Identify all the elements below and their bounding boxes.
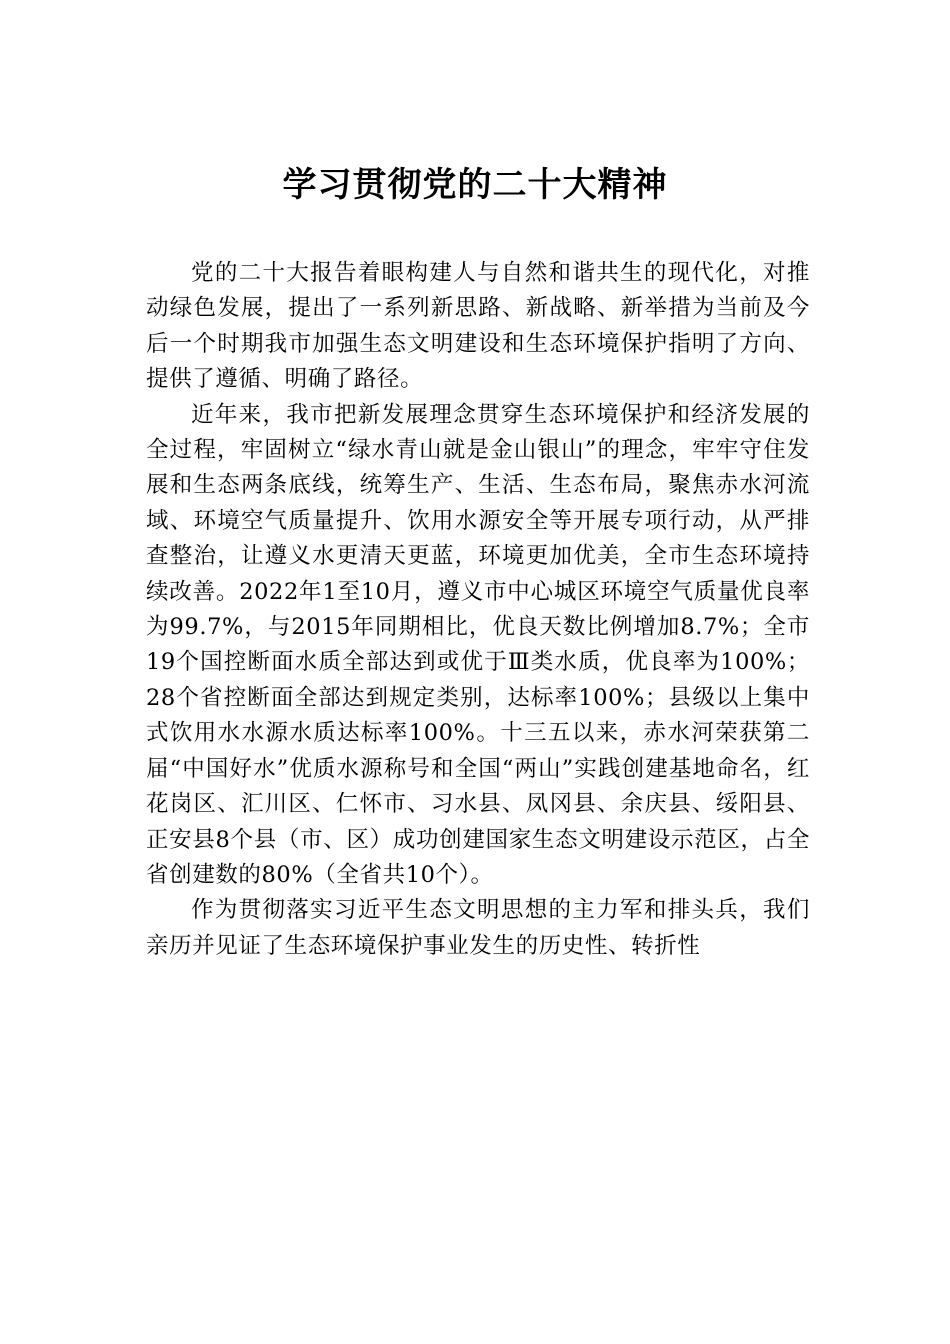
paragraph-role: 作为贯彻落实习近平生态文明思想的主力军和排头兵，我们亲历并见证了生态环境保护事业发生的历史性、转折性: [146, 897, 810, 959]
document-title: 学习贯彻党的二十大精神: [282, 165, 668, 205]
document-body: [146, 256, 810, 964]
paragraph-achievements: 近年来，我市把新发展理念贯穿生态环境保护和经济发展的全过程，牢固树立“绿水青山就是金山银山”的理念，牢牢守住发展和生态两条底线，统筹生产、生活、生态布局，聚焦赤水河流域、环境空气质量提升、饮用水源安全等开展专项行动，从严排查整治，让遵义水更清天更蓝，环境更加优美，全市生态环境持续改善。2022年1至10月，遵义市中心城区环境空气质量优良率为99.7%，与2015年同期相比，优良天数比例增加8.7%；全市19个国控断面水质全部达到或优于Ⅲ类水质，优良率为100%；28个省控断面全部达到规定类别，达标率100%；县级以上集中式饮用水水源水质达标率100%。十三五以来，赤水河荣获第二届“中国好水”优质水源称号和全国“两山”实践创建基地命名，红花岗区、汇川区、仁怀市、习水县、凤冈县、余庆县、绥阳县、正安县8个县（市、区）成功创建国家生态文明建设示范区，占全省创建数的80%（全省共10个）。: [146, 401, 810, 888]
paragraph-intro: 党的二十大报告着眼构建人与自然和谐共生的现代化，对推动绿色发展，提出了一系列新思路、新战略、新举措为当前及今后一个时期我市加强生态文明建设和生态环境保护指明了方向、提供了遵循、明确了路径。: [146, 260, 810, 393]
